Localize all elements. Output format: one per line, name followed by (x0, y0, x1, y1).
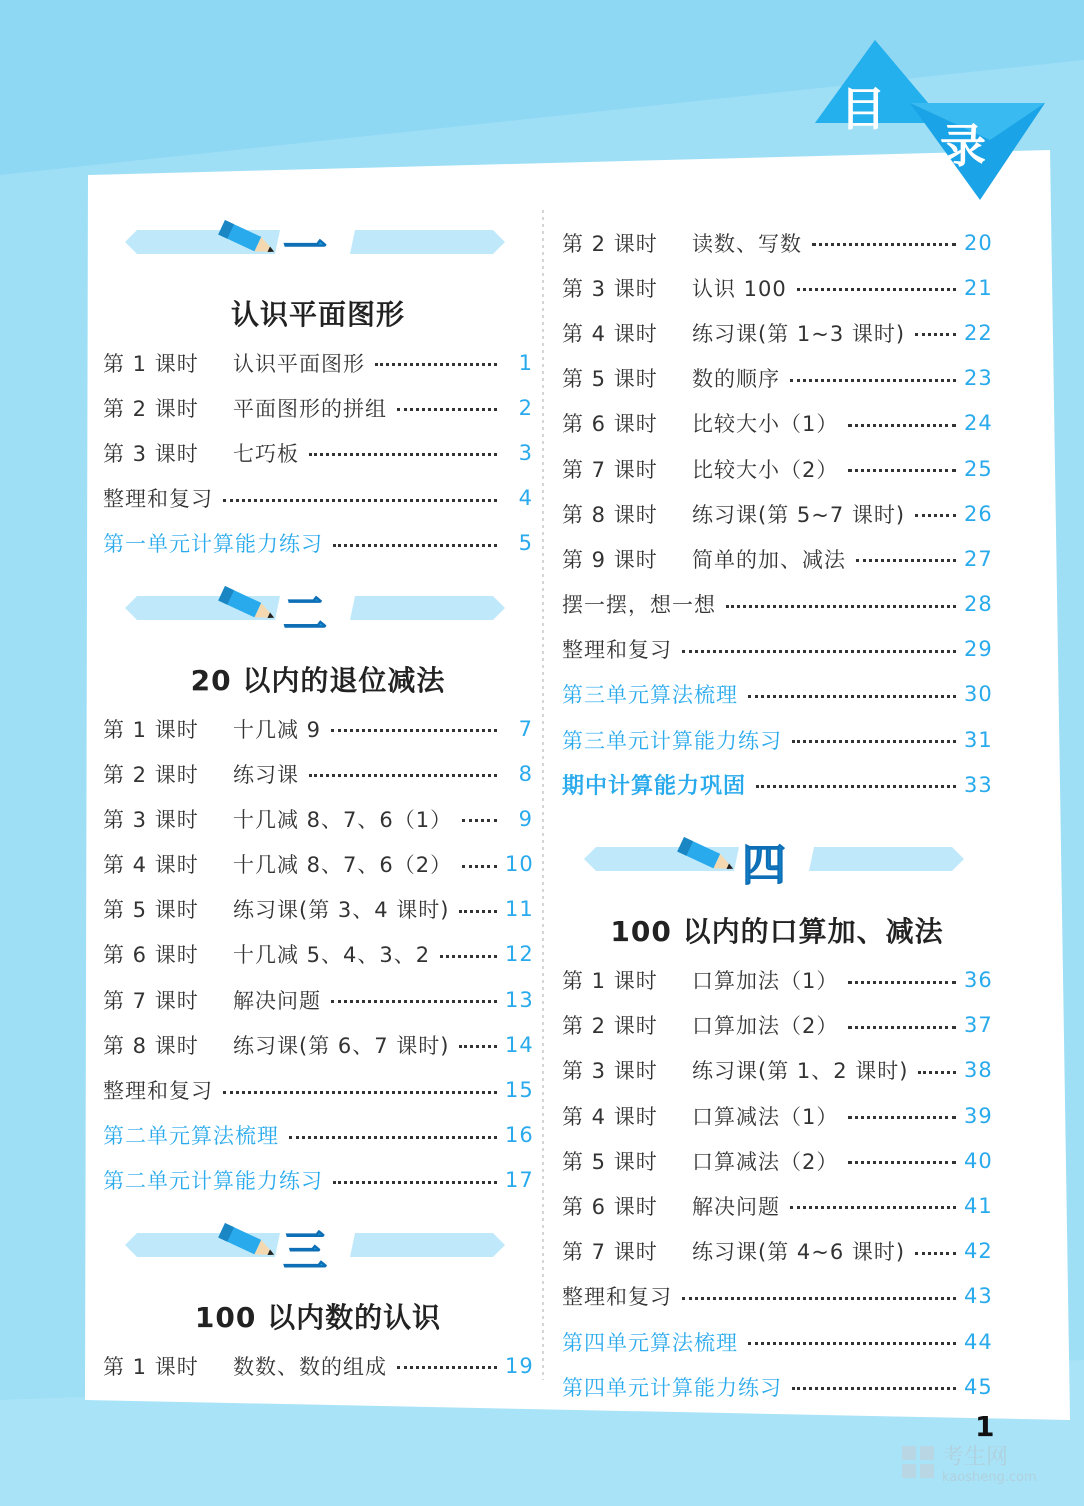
unit-3-continued-entries (562, 220, 992, 807)
topic-label: 第一单元计算能力练习 (103, 532, 323, 557)
topic-label: 十几减 8、7、6（2） (233, 853, 453, 878)
topic-label: 认识 100 (692, 276, 787, 301)
topic-label: 十几减 9 (233, 717, 322, 742)
lesson-label: 第 2 课时 (562, 1014, 658, 1039)
page-number: 23 (964, 366, 993, 391)
toc-entry[interactable] (562, 1183, 992, 1228)
page-number: 1 (518, 350, 533, 375)
page-number: 5 (518, 531, 533, 556)
topic-label: 认识平面图形 (233, 351, 365, 376)
toc-entry[interactable] (103, 1113, 533, 1158)
topic-label: 练习课(第 1、2 课时) (692, 1059, 909, 1084)
page-number: 8 (518, 761, 533, 786)
watermark-subtext: kaosheng.com (942, 1470, 1037, 1485)
topic-label: 口算加法（1） (692, 969, 839, 994)
page-number: 17 (505, 1168, 534, 1193)
unit-banner-1 (103, 210, 533, 280)
lesson-label: 第 1 课时 (103, 717, 199, 742)
toc-entry[interactable] (103, 1067, 533, 1112)
lesson-label: 第 8 课时 (562, 502, 658, 527)
leader-dots (856, 559, 956, 562)
toc-entry[interactable] (562, 446, 992, 491)
page-number: 43 (964, 1284, 993, 1309)
page-number: 30 (964, 682, 993, 707)
topic-label: 十几减 8、7、6（1） (233, 807, 453, 832)
page-number: 38 (964, 1058, 993, 1083)
leader-dots (790, 1206, 956, 1209)
topic-label: 练习课(第 4~6 课时) (692, 1240, 906, 1265)
leader-dots (790, 379, 956, 382)
watermark (900, 1440, 1070, 1495)
toc-entry[interactable] (562, 1364, 992, 1409)
lesson-label: 第 6 课时 (103, 943, 199, 968)
page-number: 20 (964, 230, 993, 255)
unit-3-entries (103, 1343, 533, 1388)
topic-label: 解决问题 (692, 1194, 780, 1219)
topic-label: 整理和复习 (562, 638, 672, 663)
topic-label: 数数、数的组成 (233, 1354, 387, 1379)
topic-label: 口算减法（1） (692, 1104, 839, 1129)
page-number: 28 (964, 592, 993, 617)
watermark-logo-icon (900, 1442, 940, 1487)
topic-label: 比较大小（1） (692, 412, 839, 437)
lesson-label: 第 5 课时 (562, 367, 658, 392)
page-number: 42 (964, 1239, 993, 1264)
leader-dots (223, 499, 497, 502)
leader-dots (848, 1116, 956, 1119)
page-number: 29 (964, 637, 993, 662)
toc-entry[interactable] (562, 717, 992, 762)
leader-dots (756, 785, 956, 788)
toc-entry[interactable] (562, 1048, 992, 1093)
leader-dots (331, 1000, 497, 1003)
lesson-label: 第 4 课时 (562, 321, 658, 346)
leader-dots (918, 1071, 956, 1074)
page-number: 13 (505, 987, 534, 1012)
topic-label: 简单的加、减法 (692, 547, 846, 572)
unit-number-4: 四 (742, 840, 786, 892)
leader-dots (289, 1136, 497, 1139)
lesson-label: 第 7 课时 (562, 457, 658, 482)
lesson-label: 第 3 课时 (562, 1059, 658, 1084)
lesson-label: 第 8 课时 (103, 1033, 199, 1058)
toc-entry[interactable] (562, 401, 992, 446)
lesson-label: 第 4 课时 (103, 853, 199, 878)
toc-entry[interactable] (562, 1229, 992, 1274)
topic-label: 平面图形的拼组 (233, 396, 387, 421)
lesson-label: 第 5 课时 (562, 1149, 658, 1174)
page-number: 41 (964, 1193, 993, 1218)
lesson-label: 第 1 课时 (562, 969, 658, 994)
leader-dots (812, 243, 956, 246)
page-number: 37 (964, 1013, 993, 1038)
lesson-label: 第 1 课时 (103, 351, 199, 376)
page-number: 4 (518, 486, 533, 511)
lesson-label: 第 6 课时 (562, 1194, 658, 1219)
topic-label: 口算加法（2） (692, 1014, 839, 1039)
leader-dots (459, 1045, 497, 1048)
toc-entry[interactable] (103, 1022, 533, 1067)
page-number: 25 (964, 456, 993, 481)
page-number: 2 (518, 395, 533, 420)
topic-label: 练习课(第 1~3 课时) (692, 321, 906, 346)
toc-entry[interactable] (562, 672, 992, 717)
unit-1-entries (103, 340, 533, 566)
topic-label: 读数、写数 (692, 231, 802, 256)
left-column (103, 210, 533, 1388)
toc-entry[interactable] (562, 762, 992, 807)
page-number: 10 (505, 852, 534, 877)
toc-entry[interactable] (103, 1158, 533, 1203)
leader-dots (848, 469, 956, 472)
toc-entry[interactable] (562, 582, 992, 627)
leader-dots (682, 650, 956, 653)
page-number: 14 (505, 1032, 534, 1057)
leader-dots (848, 424, 956, 427)
page-number: 45 (964, 1374, 993, 1399)
toc-entry[interactable] (103, 476, 533, 521)
leader-dots (375, 363, 497, 366)
leader-dots (682, 1297, 956, 1300)
toc-entry[interactable] (103, 932, 533, 977)
toc-entry[interactable] (562, 1319, 992, 1364)
page-number: 33 (964, 772, 993, 797)
title-char-lu: 录 (940, 119, 986, 173)
leader-dots (333, 544, 497, 547)
toc-entry[interactable] (103, 1343, 533, 1388)
leader-dots (748, 1342, 956, 1345)
leader-dots (797, 288, 956, 291)
toc-entry[interactable] (103, 751, 533, 796)
page-number-footer: 1 (975, 1410, 995, 1443)
toc-entry[interactable] (103, 430, 533, 475)
page-number: 11 (505, 897, 534, 922)
lesson-label: 第 3 课时 (103, 807, 199, 832)
leader-dots (309, 453, 497, 456)
lesson-label: 第 4 课时 (562, 1104, 658, 1129)
topic-label: 比较大小（2） (692, 457, 839, 482)
leader-dots (848, 981, 956, 984)
leader-dots (848, 1026, 956, 1029)
topic-label: 十几减 5、4、3、2 (233, 943, 431, 968)
page-number: 21 (964, 275, 993, 300)
unit-4-entries (562, 957, 992, 1409)
leader-dots (459, 910, 497, 913)
unit-number-1: 一 (283, 223, 327, 274)
leader-dots (462, 819, 497, 822)
watermark-text: 考生网 (942, 1445, 1009, 1470)
toc-entry[interactable] (103, 977, 533, 1022)
lesson-label: 第 5 课时 (103, 898, 199, 923)
toc-entry[interactable] (562, 356, 992, 401)
topic-label: 整理和复习 (103, 487, 213, 512)
toc-entry[interactable] (103, 842, 533, 887)
leader-dots (748, 695, 956, 698)
contents-title-badge (815, 35, 1050, 210)
toc-entry[interactable] (562, 310, 992, 355)
toc-entry[interactable] (562, 536, 992, 581)
unit-title-1: 认识平面图形 (230, 298, 405, 331)
lesson-label: 第 2 课时 (562, 231, 658, 256)
topic-label: 整理和复习 (562, 1285, 672, 1310)
unit-title-4: 100 以内的口算加、减法 (610, 915, 944, 949)
page-number: 22 (964, 320, 993, 345)
toc-entry[interactable] (103, 385, 533, 430)
topic-label: 解决问题 (233, 988, 321, 1013)
unit-banner-3 (103, 1213, 533, 1283)
lesson-label: 第 3 课时 (103, 441, 199, 466)
page-number: 27 (964, 546, 993, 571)
topic-label: 练习课(第 6、7 课时) (233, 1033, 450, 1058)
toc-entry[interactable] (103, 887, 533, 932)
leader-dots (792, 1387, 956, 1390)
page-number: 9 (518, 806, 533, 831)
toc-entry[interactable] (562, 627, 992, 672)
leader-dots (397, 408, 497, 411)
leader-dots (333, 1181, 497, 1184)
page-number: 16 (505, 1123, 534, 1148)
lesson-label: 第 9 课时 (562, 547, 658, 572)
toc-entry[interactable] (562, 491, 992, 536)
topic-label: 第二单元算法梳理 (103, 1124, 279, 1149)
right-column (562, 220, 992, 1409)
leader-dots (915, 333, 956, 336)
page-number: 3 (518, 440, 533, 465)
topic-label: 整理和复习 (103, 1079, 213, 1104)
topic-label: 数的顺序 (692, 367, 780, 392)
page-number: 44 (964, 1329, 993, 1354)
unit-number-2: 二 (283, 588, 327, 640)
page-number: 7 (518, 716, 533, 741)
unit-number-3: 三 (283, 1226, 327, 1277)
lesson-label: 第 7 课时 (562, 1240, 658, 1265)
leader-dots (462, 865, 497, 868)
lesson-label: 第 1 课时 (103, 1354, 199, 1379)
page-number: 24 (964, 411, 993, 436)
leader-dots (309, 774, 497, 777)
leader-dots (331, 729, 497, 732)
toc-entry[interactable] (103, 796, 533, 841)
toc-entry[interactable] (103, 340, 533, 385)
topic-label: 第四单元算法梳理 (562, 1330, 738, 1355)
toc-entry[interactable] (562, 265, 992, 310)
unit-title-3: 100 以内数的认识 (194, 1301, 442, 1334)
page-number: 39 (964, 1103, 993, 1128)
topic-label: 摆一摆，想一想 (562, 593, 716, 618)
lesson-label: 第 2 课时 (103, 762, 199, 787)
title-char-mu: 目 (840, 82, 886, 136)
toc-entry[interactable] (562, 220, 992, 265)
leader-dots (440, 955, 497, 958)
page-number: 26 (964, 501, 993, 526)
toc-entry[interactable] (103, 706, 533, 751)
page-number: 15 (505, 1078, 534, 1103)
topic-label: 第三单元计算能力练习 (562, 728, 782, 753)
unit-2-entries (103, 706, 533, 1203)
page-number: 12 (505, 942, 534, 967)
unit-banner-4 (562, 827, 992, 897)
toc-entry[interactable] (562, 1093, 992, 1138)
leader-dots (915, 1252, 956, 1255)
topic-label: 七巧板 (233, 441, 299, 466)
leader-dots (848, 1161, 956, 1164)
leader-dots (223, 1091, 497, 1094)
lesson-label: 第 6 课时 (562, 412, 658, 437)
page-number: 40 (964, 1148, 993, 1173)
toc-entry[interactable] (562, 1138, 992, 1183)
topic-label: 第二单元计算能力练习 (103, 1169, 323, 1194)
leader-dots (792, 740, 956, 743)
page-number: 36 (964, 968, 993, 993)
lesson-label: 第 7 课时 (103, 988, 199, 1013)
leader-dots (397, 1366, 497, 1369)
topic-label: 口算减法（2） (692, 1149, 839, 1174)
toc-entry[interactable] (562, 1003, 992, 1048)
page-number: 31 (964, 727, 993, 752)
leader-dots (726, 605, 956, 608)
topic-label: 第三单元算法梳理 (562, 683, 738, 708)
topic-label: 练习课(第 5~7 课时) (692, 502, 906, 527)
lesson-label: 第 2 课时 (103, 396, 199, 421)
topic-label: 期中计算能力巩固 (562, 774, 747, 800)
page-number: 19 (505, 1353, 534, 1378)
leader-dots (915, 514, 956, 517)
topic-label: 练习课(第 3、4 课时) (233, 898, 450, 923)
toc-entry[interactable] (562, 1274, 992, 1319)
unit-banner-2 (103, 576, 533, 646)
lesson-label: 第 3 课时 (562, 276, 658, 301)
topic-label: 练习课 (233, 762, 299, 787)
unit-title-2: 20 以内的退位减法 (190, 663, 446, 697)
topic-label: 第四单元计算能力练习 (562, 1375, 782, 1400)
toc-entry[interactable] (103, 521, 533, 566)
toc-entry[interactable] (562, 957, 992, 1002)
